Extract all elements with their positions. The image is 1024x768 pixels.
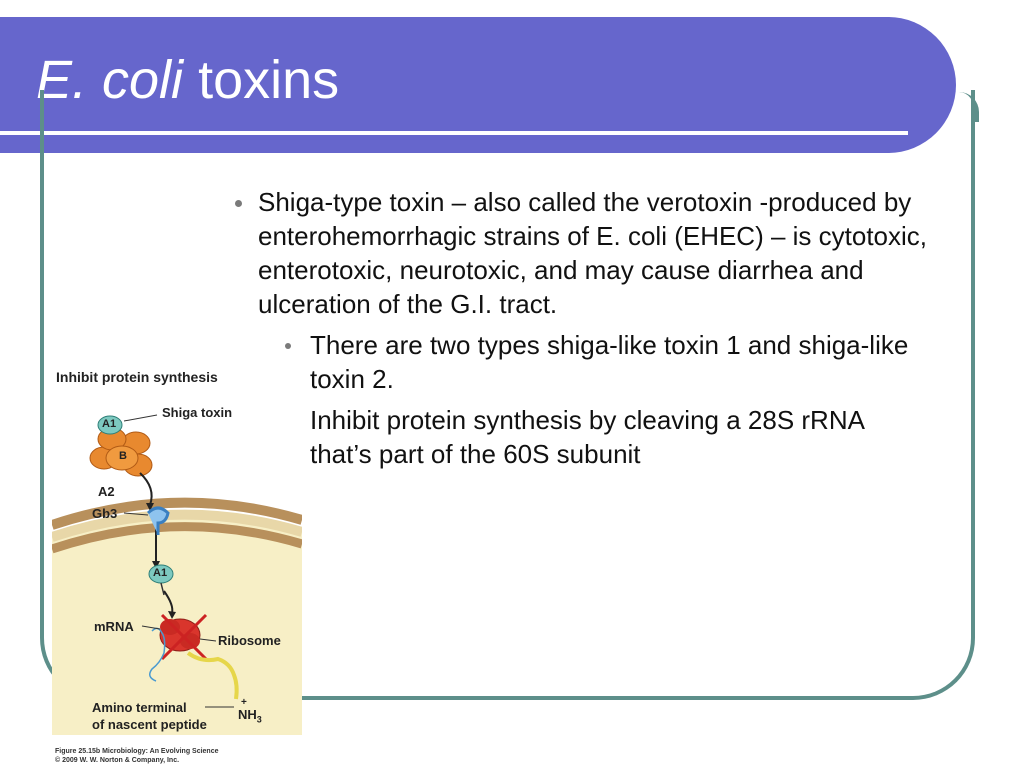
label-gb3: Gb3 xyxy=(92,506,118,521)
label-a1-mid: A1 xyxy=(153,567,168,579)
label-b: B xyxy=(119,450,127,462)
bullet-sub-1-text: There are two types shiga-like toxin 1 and shiga-like toxin 2. xyxy=(310,330,909,394)
figure-heading: Inhibit protein synthesis xyxy=(56,369,218,385)
bullet-main xyxy=(232,185,948,321)
label-a1-top: A1 xyxy=(102,418,117,430)
label-ribosome: Ribosome xyxy=(218,633,281,648)
bullet-sub-2-text: Inhibit protein synthesis by cleaving a 28S rRNA that’s part of the 60S subunit xyxy=(310,405,864,469)
label-a2: A2 xyxy=(98,484,115,499)
bullet-sub-2 xyxy=(310,403,930,471)
label-amino-terminal-1: Amino terminal xyxy=(92,700,187,715)
label-shiga-toxin: Shiga toxin xyxy=(162,405,233,420)
figure-caption xyxy=(55,747,219,765)
title-italic: E. coli xyxy=(36,50,184,110)
caption-line-2: © 2009 W. W. Norton & Company, Inc. xyxy=(55,757,180,764)
label-amino-terminal-2: of nascent peptide xyxy=(92,717,207,732)
bullet-sub-1 xyxy=(285,328,930,396)
label-mrna: mRNA xyxy=(94,619,134,634)
frame-corner xyxy=(955,92,979,122)
label-plus: + xyxy=(241,697,247,708)
bullet-main-text: Shiga-type toxin – also called the verotoxin -produced by enterohemorrhagic strains of E. coli (EHEC) – is cytotoxic, enterotoxic, neurotoxic, and may cause diarrhea and ulceration of the G.I. tract. xyxy=(258,187,928,319)
label-nh3-text: NH xyxy=(238,707,257,722)
caption-line-1: Figure 25.15b Microbiology: An Evolving Science xyxy=(55,748,219,755)
shiga-toxin-figure xyxy=(52,363,302,768)
bullet-list xyxy=(232,185,932,471)
bullet-dot-icon xyxy=(285,343,291,349)
label-nh3-sub: 3 xyxy=(256,714,262,725)
bullet-dot-icon xyxy=(235,200,242,207)
title-rest: toxins xyxy=(198,50,340,110)
label-nh3 xyxy=(238,707,262,725)
